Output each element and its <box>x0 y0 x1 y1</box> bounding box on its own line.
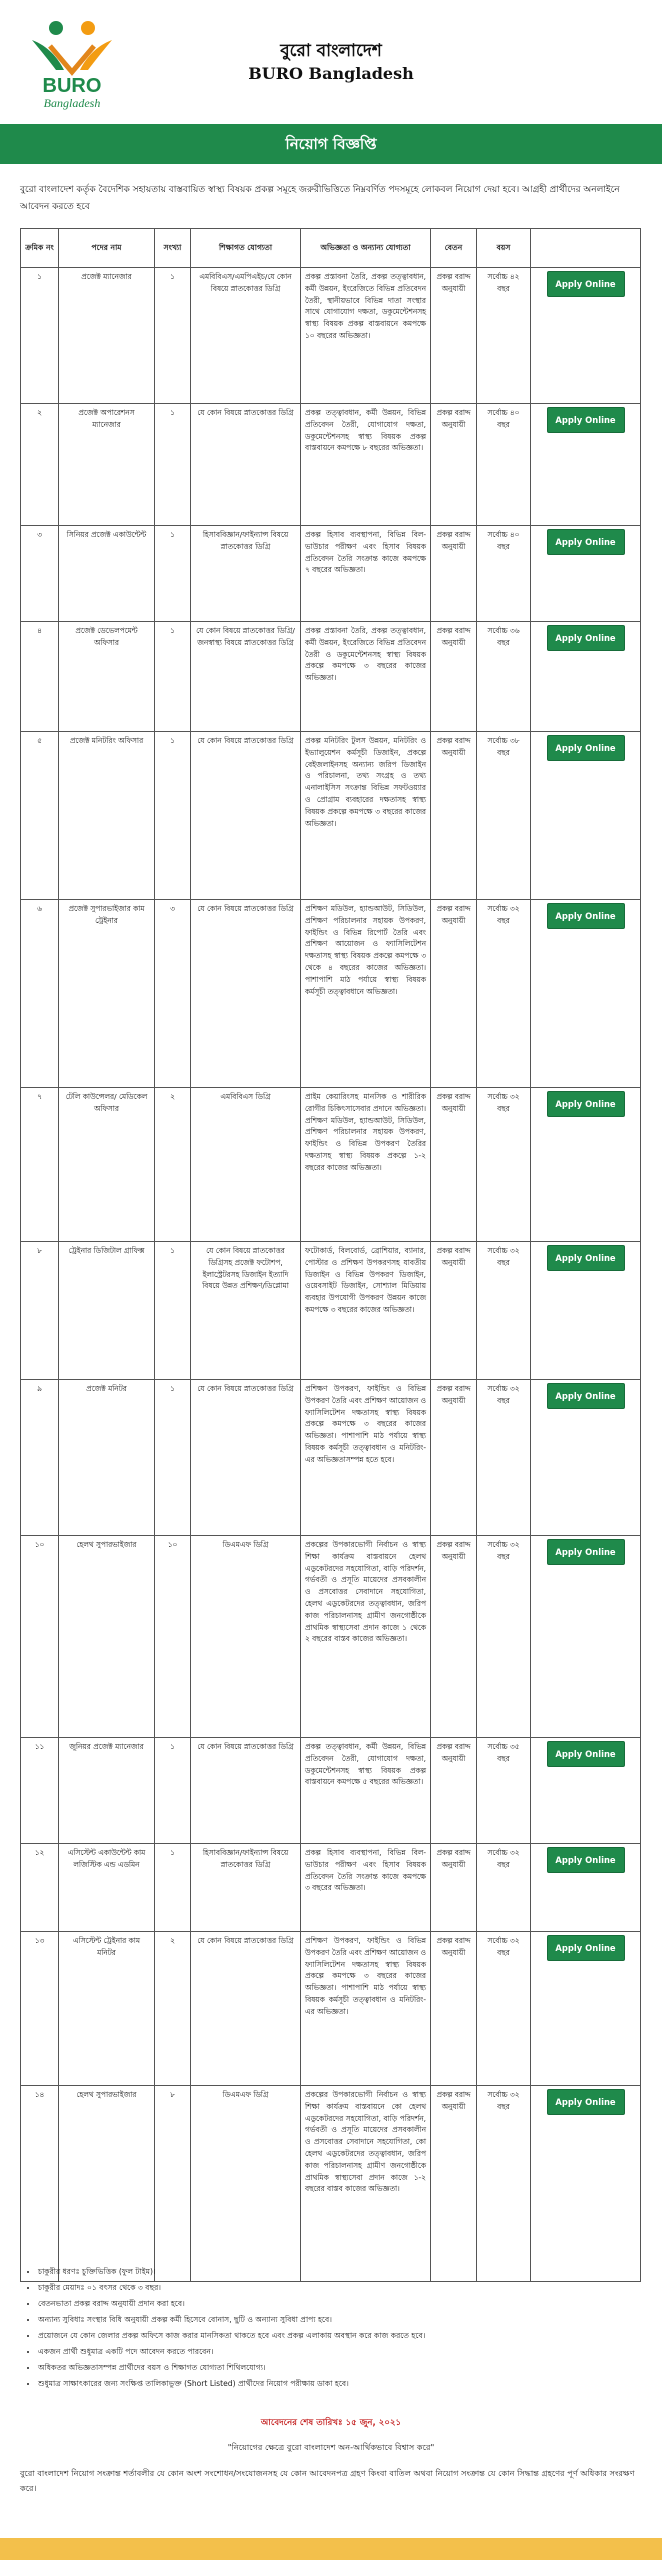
row-serial: ১৩ <box>21 1932 59 2086</box>
table-row <box>21 622 641 732</box>
row-education: যে কোন বিষয়ে স্নাতকোত্তর ডিগ্রি <box>191 404 301 526</box>
apply-online-button[interactable]: Apply Online <box>547 1091 625 1117</box>
row-post-name: প্রজেক্ট ম্যানেজার <box>59 268 155 404</box>
row-education: যে কোন বিষয়ে স্নাতকোত্তর ডিগ্রি/জনস্বাস্থ্য বিষয়ে স্নাতকোত্তর ডিগ্রি <box>191 622 301 732</box>
jobs-table <box>20 228 641 2282</box>
table-row <box>21 1932 641 2086</box>
list-item: • বেতনভাতা প্রকল্প বরাদ্দ অনুযায়ী প্রদান করা হবে। <box>38 2296 658 2312</box>
list-item: • প্রয়োজনে যে কোন জেলার প্রকল্প অফিসে কাজ করার মানসিকতা থাকতে হবে এবং প্রকল্প এলাকায় অবস্থান করে কাজ করতে হবে। <box>38 2328 658 2344</box>
row-education: যে কোন বিষয়ে স্নাতকোত্তর ডিগ্রি <box>191 1380 301 1536</box>
row-salary: প্রকল্প বরাদ্দ অনুযায়ী <box>431 404 477 526</box>
row-serial: ৭ <box>21 1088 59 1242</box>
row-salary: প্রকল্প বরাদ্দ অনুযায়ী <box>431 1380 477 1536</box>
row-education: যে কোন বিষয়ে স্নাতকোত্তর ডিগ্রি <box>191 1738 301 1844</box>
row-quantity: ১ <box>155 1242 191 1380</box>
row-salary: প্রকল্প বরাদ্দ অনুযায়ী <box>431 1088 477 1242</box>
row-experience: প্রাইম কেয়ারিংসহ মানসিক ও শারীরিক রোগীর চিকিৎসাসেবার প্রদানে অভিজ্ঞতা। প্রশিক্ষণ মডিউল, হ্যান্ডআউট, সিডিউল, প্রশিক্ষণ পরিচালনার সহায়ক উপকরণ, ফাইন্ডিং ও বিভিন্ন উপকরণ তৈরির দক্ষতাসহ স্বাস্থ্য বিষয়ক প্রকল্পে ১-২ বছরের কাজের অভিজ্ঞতা। <box>301 1088 431 1242</box>
row-experience: প্রকল্প তত্ত্বাবধান, কর্মী উন্নয়ন, বিভিন্ন প্রতিবেদন তৈরী, যোগাযোগ দক্ষতা, ডকুমেন্টেশনসহ স্বাস্থ্য বিষয়ক প্রকল্প বাস্তবায়নে কমপক্ষে ৫ বছরের অভিজ্ঞতা। <box>301 1738 431 1844</box>
row-experience: প্রকল্পের উপকারভোগী নির্বাচন ও স্বাস্থ্য শিক্ষা কার্যক্রম বাস্তবায়নে কো হেলথ এডুকেটরদের সহযোগিতা, বাড়ি পরিদর্শন, গর্ভবতী ও প্রসূতি মায়েদের প্রসবকালীন ও প্রসবোত্তর সেবাদানে সহযোগিতা, কো হেলথ এডুকেটরদের তত্ত্বাবধান, জরিপ কাজ পরিচালনাসহ গ্রামীণ জনগোষ্ঠীকে প্রাথমিক স্বাস্থ্যসেবা প্রদান কাজে ১-২ বছরের বাস্তব কাজের অভিজ্ঞতা। <box>301 2086 431 2282</box>
row-salary: প্রকল্প বরাদ্দ অনুযায়ী <box>431 268 477 404</box>
row-experience: প্রশিক্ষণ মডিউল, হ্যান্ডআউট, সিডিউল, প্রশিক্ষণ পরিচালনার সহায়ক উপকরণ, ফাইন্ডিং ও বিভিন্ন রিপোর্ট তৈরি এবং প্রশিক্ষণ আয়োজন ও ফ্যাসিলিটেশন দক্ষতাসহ স্বাস্থ্য বিষয়ক প্রকল্পে কমপক্ষে ৩ থেকে ৪ বছরের কাজের অভিজ্ঞতা। পাশাপাশি মাঠ পর্যায়ে স্বাস্থ্য বিষয়ক কর্মসূচী তত্ত্বাবধানে অভিজ্ঞতা। <box>301 900 431 1088</box>
row-experience: প্রকল্প হিসাব ব্যবস্থাপনা, বিভিন্ন বিল-ভাউচার পরীক্ষণ এবং হিসাব বিষয়ক প্রতিবেদন তৈরি সংক্রান্ত কাজে কমপক্ষে ৭ বছরের অভিজ্ঞতা। <box>301 526 431 622</box>
row-age: সর্বোচ্চ ৩২ বছর <box>477 2086 531 2282</box>
row-experience: প্রকল্পের উপকারভোগী নির্বাচন ও স্বাস্থ্য শিক্ষা কার্যক্রম বাস্তবায়নে হেলথ এডুকেটরদের সহযোগিতা, বাড়ি পরিদর্শন, গর্ভবতী ও প্রসূতি মায়েদের প্রসবকালীন ও প্রসবোত্তর সেবাদানে সহযোগিতা, হেলথ এডুকেটরদের তত্ত্বাবধান, জরিপ কাজ পরিচালনাসহ গ্রামীণ জনগোষ্ঠীকে প্রাথমিক স্বাস্থ্যসেবা প্রদান কাজে ১ থেকে ২ বছরের বাস্তব কাজের অভিজ্ঞতা। <box>301 1536 431 1738</box>
row-salary: প্রকল্প বরাদ্দ অনুযায়ী <box>431 1536 477 1738</box>
row-post-name: প্রজেক্ট মনিটরিং অফিসার <box>59 732 155 900</box>
row-age: সর্বোচ্চ ৩২ বছর <box>477 1844 531 1932</box>
apply-online-button[interactable]: Apply Online <box>547 271 625 297</box>
logo-subtext: Bangladesh <box>43 96 101 110</box>
apply-online-button[interactable]: Apply Online <box>547 407 625 433</box>
table-row <box>21 1844 641 1932</box>
row-age: সর্বোচ্চ ৩২ বছর <box>477 900 531 1088</box>
table-row <box>21 1738 641 1844</box>
row-post-name: সিনিয়র প্রজেক্ট একাউন্টেন্ট <box>59 526 155 622</box>
row-post-name: প্রজেক্ট অপারেশনস ম্যানেজার <box>59 404 155 526</box>
row-salary: প্রকল্প বরাদ্দ অনুযায়ী <box>431 622 477 732</box>
row-post-name: এসিস্টেন্ট ট্রেইনার কাম মনিটর <box>59 1932 155 2086</box>
row-salary: প্রকল্প বরাদ্দ অনুযায়ী <box>431 1242 477 1380</box>
apply-online-button[interactable]: Apply Online <box>547 1935 625 1961</box>
row-post-name: টেলি কাউন্সেলর/ মেডিকেল অফিসার <box>59 1088 155 1242</box>
row-quantity: ১ <box>155 732 191 900</box>
table-row <box>21 1242 641 1380</box>
list-item: • অধিকতর অভিজ্ঞতাসম্পন্ন প্রার্থীদের বয়স ও শিক্ষাগত যোগ্যতা শিথিলযোগ্য। <box>38 2360 658 2376</box>
col-action <box>531 229 641 268</box>
row-education: যে কোন বিষয়ে স্নাতকোত্তর ডিগ্রিসহ প্রজেক্ট ফটোশপ, ইলাস্ট্রেটরসহ ডিজাইন ইত্যাদি বিষয়ে উন্নত প্রশিক্ষণ/ডিপ্লোমা <box>191 1242 301 1380</box>
row-experience: প্রশিক্ষণ উপকরণ, ফাইন্ডিং ও বিভিন্ন উপকরণ তৈরি এবং প্রশিক্ষণ আয়োজন ও ফ্যাসিলিটেশন দক্ষতাসহ স্বাস্থ্য বিষয়ক প্রকল্পে কমপক্ষে ৩ বছরের কাজের অভিজ্ঞতা। পাশাপাশি মাঠ পর্যায়ে স্বাস্থ্য বিষয়ক কর্মসূচী তত্ত্বাবধান ও মনিটরিং-এর অভিজ্ঞতাসম্পন্ন হতে হবে। <box>301 1380 431 1536</box>
row-salary: প্রকল্প বরাদ্দ অনুযায়ী <box>431 2086 477 2282</box>
table-row <box>21 526 641 622</box>
row-post-name: এসিস্টেন্ট একাউন্টেন্ট কাম লজিস্টিক এন্ড এডমিন <box>59 1844 155 1932</box>
list-item: • একজন প্রার্থী শুধুমাত্র একটি পদে আবেদন করতে পারবেন। <box>38 2344 658 2360</box>
intro-paragraph: বুরো বাংলাদেশ কর্তৃক বৈদেশিক সহায়তায় বাস্তবায়িত স্বাস্থ্য বিষয়ক প্রকল্প সমূহে জরুরীভিত্তিতে নিম্নবর্ণিত পদসমূহে লোকবল নিয়োগ দেয়া হবে। আগ্রহী প্রার্থীদের অনলাইনে আবেদন করতে হবে <box>20 185 620 212</box>
row-serial: ৫ <box>21 732 59 900</box>
apply-online-button[interactable]: Apply Online <box>547 529 625 555</box>
apply-online-button[interactable]: Apply Online <box>547 1383 625 1409</box>
row-quantity: ৮ <box>155 2086 191 2282</box>
row-serial: ১৪ <box>21 2086 59 2282</box>
row-post-name: হেলথ সুপারভাইজার <box>59 2086 155 2282</box>
table-row <box>21 732 641 900</box>
table-row <box>21 900 641 1088</box>
list-item: • চাকুরীর ধরণঃ চুক্তিভিত্তিক (ফুল টাইম)। <box>38 2264 658 2280</box>
table-header-row <box>21 229 641 268</box>
row-age: সর্বোচ্চ ৪০ বছর <box>477 526 531 622</box>
list-item: • শুধুমাত্র সাক্ষাৎকারের জন্য সংক্ষিপ্ত তালিকাভুক্ত (Short Listed) প্রার্থীদের নিয়োগ পরীক্ষায় ডাকা হবে। <box>38 2376 658 2392</box>
apply-online-button[interactable]: Apply Online <box>547 1539 625 1565</box>
row-education: হিসাববিজ্ঞান/ফাইন্যান্স বিষয়ে স্নাতকোত্তর ডিগ্রি <box>191 1844 301 1932</box>
row-experience: প্রকল্প প্রস্তাবনা তৈরি, প্রকল্প তত্ত্বাবধান, কর্মী উন্নয়ন, ইংরেজিতে বিভিন্ন প্রতিবেদন তৈরী ও ডকুমেন্টেশনসহ স্বাস্থ্য বিষয়ক প্রকল্পে কমপক্ষে ৩ বছরের কাজের অভিজ্ঞতা। <box>301 622 431 732</box>
row-serial: ৯ <box>21 1380 59 1536</box>
row-quantity: ১ <box>155 1738 191 1844</box>
row-salary: প্রকল্প বরাদ্দ অনুযায়ী <box>431 1738 477 1844</box>
equal-opportunity-quote: "নিয়োগের ক্ষেত্রে বুরো বাংলাদেশ অন-আর্থিকভাবে বিশ্বাস করে" <box>227 2442 435 2452</box>
org-name-bangla: বুরো বাংলাদেশ <box>280 41 382 61</box>
row-quantity: ১ <box>155 622 191 732</box>
col-age: বয়স <box>477 229 531 268</box>
row-post-name: ট্রেইনার ডিজিটাল গ্রাফিক্স <box>59 1242 155 1380</box>
row-education: ডিএমএফ ডিগ্রি <box>191 2086 301 2282</box>
row-experience: প্রকল্প হিসাব ব্যবস্থাপনা, বিভিন্ন বিল-ভাউচার পরীক্ষণ এবং হিসাব বিষয়ক প্রতিবেদন তৈরি সংক্রান্ত কাজে কমপক্ষে ৩ বছরের অভিজ্ঞতা। <box>301 1844 431 1932</box>
apply-online-button[interactable]: Apply Online <box>547 735 625 761</box>
row-post-name: প্রজেক্ট ডেভেলপমেন্ট অফিসার <box>59 622 155 732</box>
row-quantity: ৩ <box>155 900 191 1088</box>
col-serial: ক্রমিক নং <box>21 229 59 268</box>
row-quantity: ১ <box>155 526 191 622</box>
row-education: এমবিবিএস/এমপিএইচ/যে কোন বিষয়ে স্নাতকোত্তর ডিগ্রি <box>191 268 301 404</box>
row-post-name: জুনিয়র প্রজেক্ট ম্যানেজার <box>59 1738 155 1844</box>
row-serial: ১১ <box>21 1738 59 1844</box>
col-education: শিক্ষাগত যোগ্যতা <box>191 229 301 268</box>
table-row <box>21 1380 641 1536</box>
list-item: • চাকুরীর মেয়াদঃ ০১ বৎসর থেকে ৩ বছর। <box>38 2280 658 2296</box>
footer-disclaimer: বুরো বাংলাদেশ নিয়োগ সংক্রান্ত শর্তাবলীর যে কোন অংশ সংশোধন/সংযোজনসহ যে কোন আবেদনপত্র গ্রহণ কিংবা বাতিল অথবা নিয়োগ সংক্রান্ত যে কোন সিদ্ধান্ত গ্রহণের পূর্ণ অধিকার সংরক্ষণ করে। <box>20 2468 635 2493</box>
apply-online-button[interactable]: Apply Online <box>547 1245 625 1271</box>
application-deadline: আবেদনের শেষ তারিখঃ ১৫ জুন, ২০২১ <box>260 2418 402 2428</box>
apply-online-button[interactable]: Apply Online <box>547 625 625 651</box>
row-serial: ৩ <box>21 526 59 622</box>
row-education: ডিএমএফ ডিগ্রি <box>191 1536 301 1738</box>
apply-online-button[interactable]: Apply Online <box>547 1847 625 1873</box>
row-education: যে কোন বিষয়ে স্নাতকোত্তর ডিগ্রি <box>191 732 301 900</box>
row-experience: প্রকল্প তত্ত্বাবধান, কর্মী উন্নয়ন, বিভিন্ন প্রতিবেদন তৈরী, যোগাযোগ দক্ষতা, ডকুমেন্টেশনসহ স্বাস্থ্য বিষয়ক প্রকল্প বাস্তবায়নে কমপক্ষে ৮ বছরের অভিজ্ঞতা। <box>301 404 431 526</box>
row-post-name: প্রজেক্ট সুপারভাইজার কাম ট্রেইনার <box>59 900 155 1088</box>
page-header <box>0 0 662 120</box>
col-quantity: সংখ্যা <box>155 229 191 268</box>
table-row <box>21 1536 641 1738</box>
bottom-accent-bar <box>0 2538 662 2560</box>
col-salary: বেতন <box>431 229 477 268</box>
row-age: সর্বোচ্চ ৩২ বছর <box>477 1380 531 1536</box>
row-age: সর্বোচ্চ ৩২ বছর <box>477 1536 531 1738</box>
row-education: হিসাববিজ্ঞান/ফাইন্যান্স বিষয়ে স্নাতকোত্তর ডিগ্রি <box>191 526 301 622</box>
row-age: সর্বোচ্চ ৩২ বছর <box>477 1242 531 1380</box>
logo-text: BURO <box>42 75 102 97</box>
row-age: সর্বোচ্চ ৩২ বছর <box>477 1088 531 1242</box>
row-salary: প্রকল্প বরাদ্দ অনুযায়ী <box>431 1932 477 2086</box>
row-serial: ৪ <box>21 622 59 732</box>
row-salary: প্রকল্প বরাদ্দ অনুযায়ী <box>431 732 477 900</box>
row-age: সর্বোচ্চ ৪২ বছর <box>477 268 531 404</box>
apply-online-button[interactable]: Apply Online <box>547 903 625 929</box>
row-salary: প্রকল্প বরাদ্দ অনুযায়ী <box>431 526 477 622</box>
col-post-name: পদের নাম <box>59 229 155 268</box>
row-experience: প্রকল্প প্রস্তাবনা তৈরি, প্রকল্প তত্ত্বাবধান, কর্মী উন্নয়ন, ইংরেজিতে বিভিন্ন প্রতিবেদন তৈরী, স্থানীয়ভাবে বিভিন্ন দাতা সংস্থার সাথে যোগাযোগ দক্ষতা, ডকুমেন্টেশনসহ স্বাস্থ্য বিষয়ক প্রকল্প বাস্তবায়নে কমপক্ষে ১০ বছরের অভিজ্ঞতা। <box>301 268 431 404</box>
terms-list <box>22 2264 658 2392</box>
row-quantity: ২ <box>155 1088 191 1242</box>
row-serial: ১ <box>21 268 59 404</box>
row-age: সর্বোচ্চ ৪০ বছর <box>477 404 531 526</box>
table-row <box>21 1088 641 1242</box>
row-experience: ফটোকার্ড, বিলবোর্ড, ব্রোশিয়ার, ব্যানার, পোস্টার ও প্রশিক্ষণ উপকরণসহ যাবতীয় ডিজাইন ও বিভিন্ন উপকরণ ডিজাইন, ওয়েবসাইট ডিজাইন, সোশ্যাল মিডিয়ায় ব্যবহার উপযোগী উপকরণ উন্নয়ন কাজে কমপক্ষে ৩ বছরের কাজের অভিজ্ঞতা। <box>301 1242 431 1380</box>
row-quantity: ১ <box>155 268 191 404</box>
row-age: সর্বোচ্চ ৩২ বছর <box>477 1932 531 2086</box>
row-salary: প্রকল্প বরাদ্দ অনুযায়ী <box>431 900 477 1088</box>
table-row <box>21 268 641 404</box>
row-age: সর্বোচ্চ ৩৮ বছর <box>477 732 531 900</box>
row-serial: ৮ <box>21 1242 59 1380</box>
row-quantity: ১০ <box>155 1536 191 1738</box>
row-quantity: ১ <box>155 1380 191 1536</box>
row-post-name: হেলথ সুপারভাইজার <box>59 1536 155 1738</box>
row-quantity: ১ <box>155 404 191 526</box>
row-post-name: প্রজেক্ট মনিটর <box>59 1380 155 1536</box>
notice-title-banner: নিয়োগ বিজ্ঞপ্তি <box>0 124 662 164</box>
apply-online-button[interactable]: Apply Online <box>547 2089 625 2115</box>
row-serial: ১২ <box>21 1844 59 1932</box>
row-serial: ১০ <box>21 1536 59 1738</box>
row-education: যে কোন বিষয়ে স্নাতকোত্তর ডিগ্রি <box>191 1932 301 2086</box>
row-education: যে কোন বিষয়ে স্নাতকোত্তর ডিগ্রি <box>191 900 301 1088</box>
list-item: • অন্যান্য সুবিধাঃ সংস্থার বিধি অনুযায়ী প্রকল্প কর্মী হিসেবে বোনাস, ছুটি ও অন্যান্য সুবিধা প্রাপ্য হবে। <box>38 2312 658 2328</box>
row-age: সর্বোচ্চ ৩৫ বছর <box>477 1738 531 1844</box>
row-salary: প্রকল্প বরাদ্দ অনুযায়ী <box>431 1844 477 1932</box>
row-serial: ৬ <box>21 900 59 1088</box>
row-quantity: ২ <box>155 1932 191 2086</box>
row-quantity: ১ <box>155 1844 191 1932</box>
apply-online-button[interactable]: Apply Online <box>547 1741 625 1767</box>
row-age: সর্বোচ্চ ৩৬ বছর <box>477 622 531 732</box>
row-education: এমবিবিএস ডিগ্রি <box>191 1088 301 1242</box>
table-row <box>21 2086 641 2282</box>
table-row <box>21 404 641 526</box>
col-experience: অভিজ্ঞতা ও অন্যান্য যোগ্যতা <box>301 229 431 268</box>
row-experience: প্রকল্প মনিটরিং টুলস উন্নয়ন, মনিটরিং ও ইভ্যালুয়েশন কর্মসূচী ডিজাইন, প্রকল্পে বেইজলাইনসহ অন্যান্য জরিপ ডিজাইন ও পরিচালনা, তথ্য সংগ্রহ ও তথ্য এনালাইসিস সংক্রান্ত বিভিন্ন সফটওয়্যার ও প্রোগ্রাম ব্যবহারের দক্ষতাসহ স্বাস্থ্য বিষয়ক প্রকল্পে কমপক্ষে ৩ বছরের কাজের অভিজ্ঞতা। <box>301 732 431 900</box>
row-serial: ২ <box>21 404 59 526</box>
row-experience: প্রশিক্ষণ উপকরণ, ফাইন্ডিং ও বিভিন্ন উপকরণ তৈরি এবং প্রশিক্ষণ আয়োজন ও ফ্যাসিলিটেশন দক্ষতাসহ স্বাস্থ্য বিষয়ক প্রকল্পে কমপক্ষে ৩ বছরের কাজের অভিজ্ঞতা। পাশাপাশি মাঠ পর্যায়ে স্বাস্থ্য বিষয়ক কর্মসূচী তত্ত্বাবধান ও মনিটরিং-এর অভিজ্ঞতা। <box>301 1932 431 2086</box>
org-name-english: BURO Bangladesh <box>248 64 414 83</box>
